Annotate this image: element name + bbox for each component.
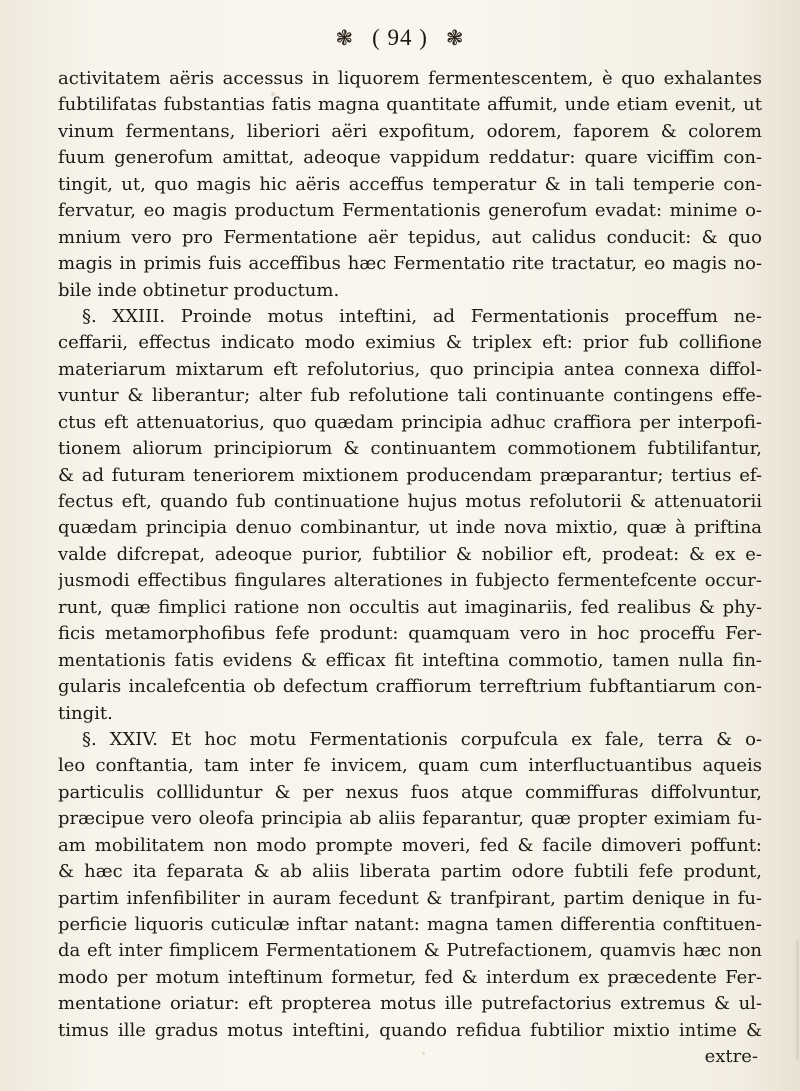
page-header bbox=[0, 18, 800, 58]
page-edge-shadow bbox=[796, 940, 799, 1060]
text-line: & hæc ita feparata & ab aliis liberata partim odore fubtili fefe produnt, bbox=[58, 861, 762, 883]
paper-speck bbox=[422, 1052, 425, 1055]
text-line: præcipue vero oleofa principia ab aliis feparantur, quæ propter eximiam fu- bbox=[58, 808, 762, 830]
text-line: mentatione oriatur: eft propterea motus ille putrefactorius extremus & ul- bbox=[58, 993, 762, 1015]
text-line: jusmodi effectibus fingulares alterationes in fubjecto fermentefcente occur- bbox=[58, 570, 762, 592]
text-line: bile inde obtinetur productum. bbox=[58, 279, 340, 301]
text-line: ceffarii, effectus indicato modo eximius & triplex eft: prior fub collifione bbox=[58, 332, 762, 354]
text-line: modo per motum inteftinum formetur, fed & interdum ex præcedente Fer- bbox=[58, 966, 762, 988]
text-line: leo conftantia, tam inter fe invicem, quam cum interfluctuantibus aqueis bbox=[58, 755, 762, 777]
text-line: fubtilifatas fubstantias fatis magna quantitate affumit, unde etiam evenit, ut bbox=[58, 94, 762, 116]
text-line: runt, quæ fimplici ratione non occultis aut imaginariis, fed realibus & phy- bbox=[58, 596, 762, 618]
text-line: partim infenfibiliter in auram fecedunt & tranfpirant, partim denique in fu- bbox=[58, 887, 762, 909]
text-line: ctus eft attenuatorius, quo quædam principia adhuc craffiora per interpofi- bbox=[58, 411, 762, 433]
section-heading-line: §. XXIII. Proinde motus inteftini, ad Fermentationis proceffum ne- bbox=[82, 305, 762, 327]
text-line: vuntur & liberantur; alter fub refolutione tali continuante contingens effe- bbox=[58, 385, 762, 407]
text-line: timus ille gradus motus inteftini, quando refidua fubtilior mixtio intime & bbox=[58, 1019, 762, 1041]
text-line: valde difcrepat, adeoque purior, fubtilior & nobilior eft, prodeat: & ex e- bbox=[58, 543, 762, 565]
left-ornament-icon: ❃ bbox=[335, 25, 355, 50]
text-line: perficie liquoris cuticulæ inftar natant: magna tamen differentia conftituen- bbox=[58, 914, 762, 935]
body-text bbox=[58, 66, 762, 1071]
paper-speck bbox=[271, 92, 275, 96]
right-ornament-icon: ❃ bbox=[445, 25, 465, 50]
text-line: fervatur, eo magis productum Fermentationis generofum evadat: minime o- bbox=[58, 200, 762, 222]
text-line: fuum generofum amittat, adeoque vappidum reddatur: quare viciffim con- bbox=[58, 147, 762, 169]
text-line: magis in primis fuis acceffibus hæc Fermentatio rite tractatur, eo magis no- bbox=[58, 253, 762, 275]
text-line: materiarum mixtarum eft refolutorius, quo principia antea connexa diffol- bbox=[58, 358, 762, 380]
text-line: tionem aliorum principiorum & continuantem commotionem fubtilifantur, bbox=[58, 438, 762, 460]
section-heading-line: §. XXIV. Et hoc motu Fermentationis corpufcula ex fale, terra & o- bbox=[82, 728, 762, 750]
text-line: vinum fermentans, liberiori aëri expofitum, odorem, faporem & colorem bbox=[58, 120, 762, 142]
text-line: mnium vero pro Fermentatione aër tepidus, aut calidus conducit: & quo bbox=[58, 226, 762, 248]
text-line: da eft inter fimplicem Fermentationem & Putrefactionem, quamvis hæc non bbox=[58, 940, 762, 962]
text-line: & ad futuram teneriorem mixtionem producendam præparantur; tertius ef- bbox=[58, 464, 762, 486]
text-line: am mobilitatem non modo prompte moveri, fed & facile dimoveri poffunt: bbox=[58, 834, 762, 856]
page-number: ( 94 ) bbox=[372, 25, 428, 50]
text-line: particulis collliduntur & per nexus fuos atque commiffuras diffolvuntur, bbox=[58, 781, 762, 803]
text-line: activitatem aëris accessus in liquorem fermentescentem, è quo exhalantes bbox=[58, 68, 762, 89]
text-line: tingit. bbox=[58, 702, 113, 724]
text-line: quædam principia denuo combinantur, ut inde nova mixtio, quæ à priftina bbox=[58, 517, 762, 539]
catchword: extre- bbox=[704, 1046, 758, 1068]
text-line: ficis metamorphofibus fefe produnt: quamquam vero in hoc proceffu Fer- bbox=[58, 623, 762, 645]
text-line: tingit, ut, quo magis hic aëris acceffus temperatur & in tali temperie con- bbox=[58, 173, 762, 195]
text-line: gularis incalefcentia ob defectum craffiorum terreftrium fubftantiarum con- bbox=[58, 676, 762, 698]
text-line: fectus eft, quando fub continuatione hujus motus refolutorii & attenuatorii bbox=[58, 491, 762, 512]
text-line: mentationis fatis evidens & efficax fit inteftina commotio, tamen nulla fin- bbox=[58, 649, 762, 671]
